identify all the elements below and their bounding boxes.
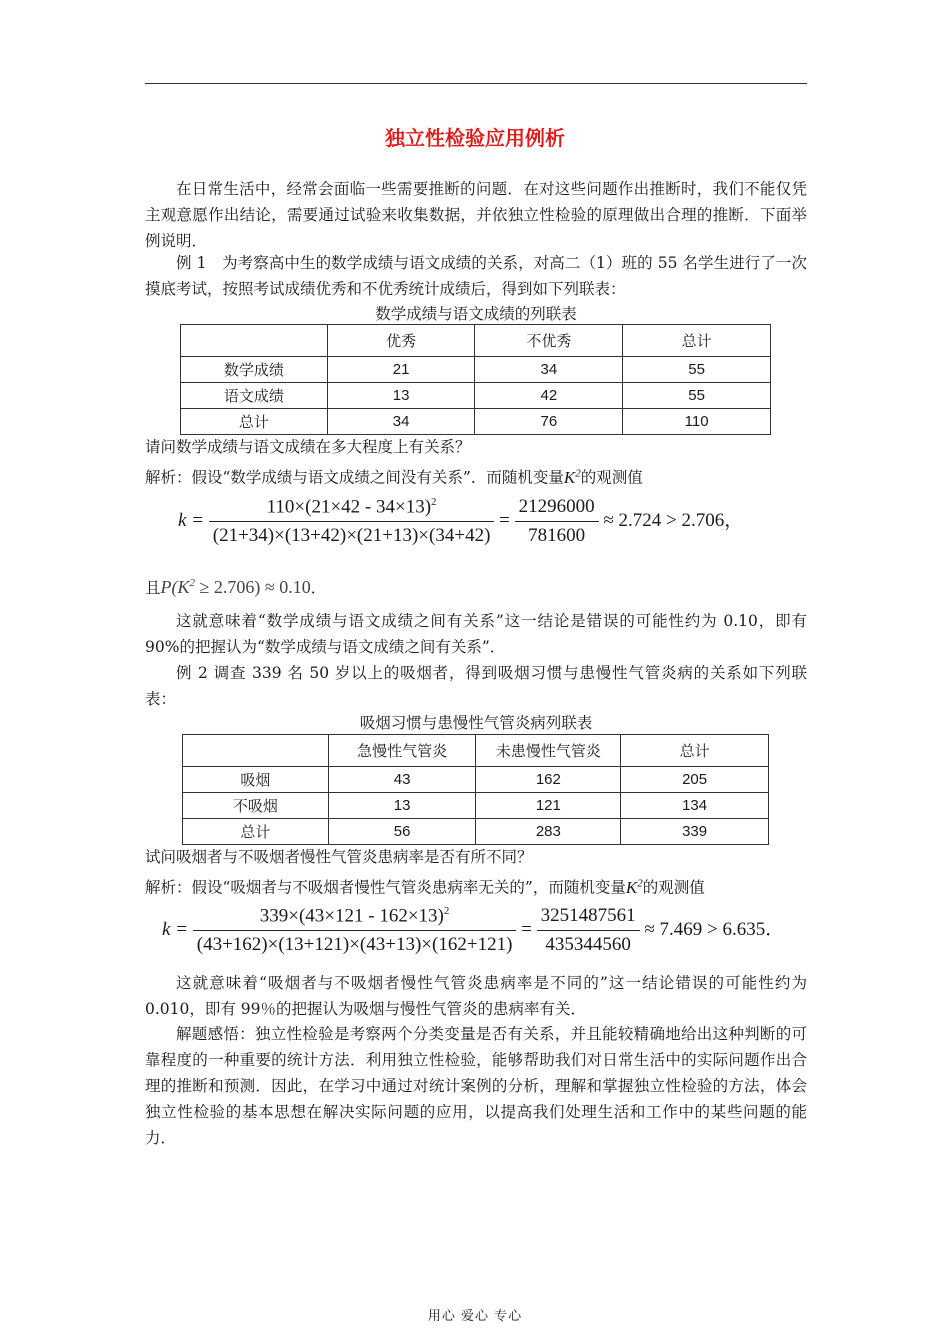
k-symbol: K <box>563 467 576 487</box>
table-cell: 13 <box>328 793 476 819</box>
analysis-text: 解析：假设“吸烟者与不吸烟者慢性气管炎患病率无关的”，而随机变量 <box>145 878 626 897</box>
table-header-cell: 未患慢性气管炎 <box>476 735 621 767</box>
formula-numerator-2: 21296000 <box>515 496 599 522</box>
table-cell: 283 <box>476 819 621 845</box>
formula-denominator-2: 435344560 <box>545 934 631 956</box>
example1-table-caption: 数学成绩与语文成绩的列联表 <box>375 305 577 323</box>
example2-table-caption: 吸烟习惯与患慢性气管炎病列联表 <box>359 714 593 732</box>
formula-result: ≈ 2.724 > 2.706 <box>603 510 725 532</box>
table-cell: 339 <box>621 819 769 845</box>
table-cell: 121 <box>476 793 621 819</box>
numerator-text: 110×(21×42 - 34×13) <box>266 496 432 518</box>
table-header-cell <box>183 735 329 767</box>
table-cell: 56 <box>328 819 476 845</box>
intro-paragraph: 在日常生活中，经常会面临一些需要推断的问题．在对这些问题作出推断时，我们不能仅凭主观意愿作出结论，需要通过试验来收集数据，并依独立性检验的原理做出合理的推断．下面举例说明． <box>145 180 807 250</box>
example1-probability <box>145 570 807 601</box>
row-header-cell: 语文成绩 <box>181 383 328 409</box>
numerator-exponent: 2 <box>443 905 450 917</box>
formula-numerator <box>193 905 517 931</box>
table-header-row <box>181 325 771 357</box>
table-cell: 21 <box>327 357 475 383</box>
analysis-tail: 的观测值 <box>580 468 643 487</box>
page-footer: 用心 爱心 专心 <box>427 1309 523 1324</box>
numerator-exponent: 2 <box>431 496 437 508</box>
example1-formula <box>178 496 743 547</box>
formula-denominator: (43+162)×(13+121)×(43+13)×(162+121) <box>196 934 513 956</box>
formula-lhs: k = <box>162 919 189 941</box>
example2-conclusion: 这就意味着“吸烟者与不吸烟者慢性气管炎患病率是不同的”这一结论错误的可能性约为 0.010，即有 99％的把握认为吸烟与慢性气管炎的患病率有关． <box>145 974 807 1018</box>
k-symbol: K <box>625 877 638 897</box>
table-cell: 55 <box>623 383 771 409</box>
k-exponent: 2 <box>637 877 643 889</box>
table-row <box>183 767 769 793</box>
analysis-tail: 的观测值 <box>642 878 705 897</box>
example1-analysis <box>145 460 807 491</box>
example1-text: 例 1 为考察高中生的数学成绩与语文成绩的关系，对高二（1）班的 55 名学生进行了一次摸底考试，按照考试成绩优秀和不优秀统计成绩后，得到如下列联表： <box>145 254 807 298</box>
row-header-cell: 吸烟 <box>183 767 329 793</box>
table-cell: 13 <box>327 383 475 409</box>
table-row <box>181 357 771 383</box>
table-row <box>181 409 771 435</box>
table-cell: 43 <box>328 767 476 793</box>
prob-expression <box>161 577 311 597</box>
document-title: 独立性检验应用例析 <box>385 126 565 150</box>
k-variable <box>564 468 581 487</box>
table-cell: 162 <box>476 767 621 793</box>
prob-text: P(K <box>160 577 190 597</box>
example2-table <box>182 734 769 845</box>
table-header-row <box>183 735 769 767</box>
row-header-cell: 不吸烟 <box>183 793 329 819</box>
example2-text: 例 2 调查 339 名 50 岁以上的吸烟者，得到吸烟习惯与患慢性气管炎病的关系如下列联表： <box>145 664 807 708</box>
formula-lhs: k = <box>178 510 205 532</box>
example1-question: 请问数学成绩与语文成绩在多大程度上有关系？ <box>145 438 471 456</box>
example2-formula <box>162 905 784 956</box>
k-exponent: 2 <box>575 467 581 479</box>
prob-exponent: 2 <box>189 577 196 589</box>
formula-fraction <box>209 496 495 547</box>
formula-denominator-2: 781600 <box>528 525 586 547</box>
row-header-cell: 总计 <box>183 819 329 845</box>
header-rule <box>145 83 807 84</box>
table-cell: 34 <box>327 409 475 435</box>
table-header-cell: 总计 <box>621 735 769 767</box>
table-cell: 55 <box>623 357 771 383</box>
formula-fraction <box>193 905 517 956</box>
row-header-cell: 数学成绩 <box>181 357 328 383</box>
formula-end: ， <box>724 510 744 532</box>
k-variable <box>626 878 643 897</box>
formula-equals: = <box>499 510 510 532</box>
table-header-cell: 急慢性气管炎 <box>328 735 476 767</box>
analysis-text: 解析：假设“数学成绩与语文成绩之间没有关系”．而随机变量 <box>145 468 564 487</box>
table-cell: 42 <box>475 383 623 409</box>
formula-fraction-2 <box>537 905 640 956</box>
table-cell: 76 <box>475 409 623 435</box>
prob-tail: ≥ 2.706) ≈ 0.10 <box>195 577 311 597</box>
formula-result: ≈ 7.469 > 6.635 <box>644 919 766 941</box>
numerator-text: 339×(43×121 - 162×13) <box>259 905 444 927</box>
formula-numerator <box>209 496 495 522</box>
table-header-cell: 总计 <box>623 325 771 357</box>
formula-numerator-2: 3251487561 <box>537 905 640 931</box>
table-header-cell: 不优秀 <box>475 325 623 357</box>
table-cell: 110 <box>623 409 771 435</box>
table-row <box>181 383 771 409</box>
table-row <box>183 793 769 819</box>
table-header-cell: 优秀 <box>327 325 475 357</box>
formula-fraction-2 <box>515 496 599 547</box>
row-header-cell: 总计 <box>181 409 328 435</box>
example1-conclusion: 这就意味着“数学成绩与语文成绩之间有关系”这一结论是错误的可能性约为 0.10，即有 90%的把握认为“数学成绩与语文成绩之间有关系”． <box>145 612 807 656</box>
formula-equals: = <box>521 919 532 941</box>
formula-end: ． <box>765 919 785 941</box>
example2-question: 试问吸烟者与不吸烟者慢性气管炎患病率是否有所不同？ <box>145 848 533 866</box>
prob-prefix: 且 <box>145 579 161 597</box>
table-cell: 134 <box>621 793 769 819</box>
table-row <box>183 819 769 845</box>
table-cell: 205 <box>621 767 769 793</box>
example1-table <box>180 324 771 435</box>
table-header-cell <box>181 325 328 357</box>
example2-analysis <box>145 870 807 901</box>
summary-paragraph: 解题感悟：独立性检验是考察两个分类变量是否有关系，并且能较精确地给出这种判断的可靠程度的一种重要的统计方法．利用独立性检验，能够帮助我们对日常生活中的实际问题作出合理的推断和预测．因此，在学习中通过对统计案例的分析，理解和掌握独立性检验的方法，体会独立性检验的基本思想在解决实际问题的应用，以提高我们处理生活和工作中的某些问题的能力． <box>145 1025 807 1147</box>
prob-end: ． <box>310 579 327 597</box>
formula-denominator: (21+34)×(13+42)×(21+13)×(34+42) <box>212 525 491 547</box>
table-cell: 34 <box>475 357 623 383</box>
